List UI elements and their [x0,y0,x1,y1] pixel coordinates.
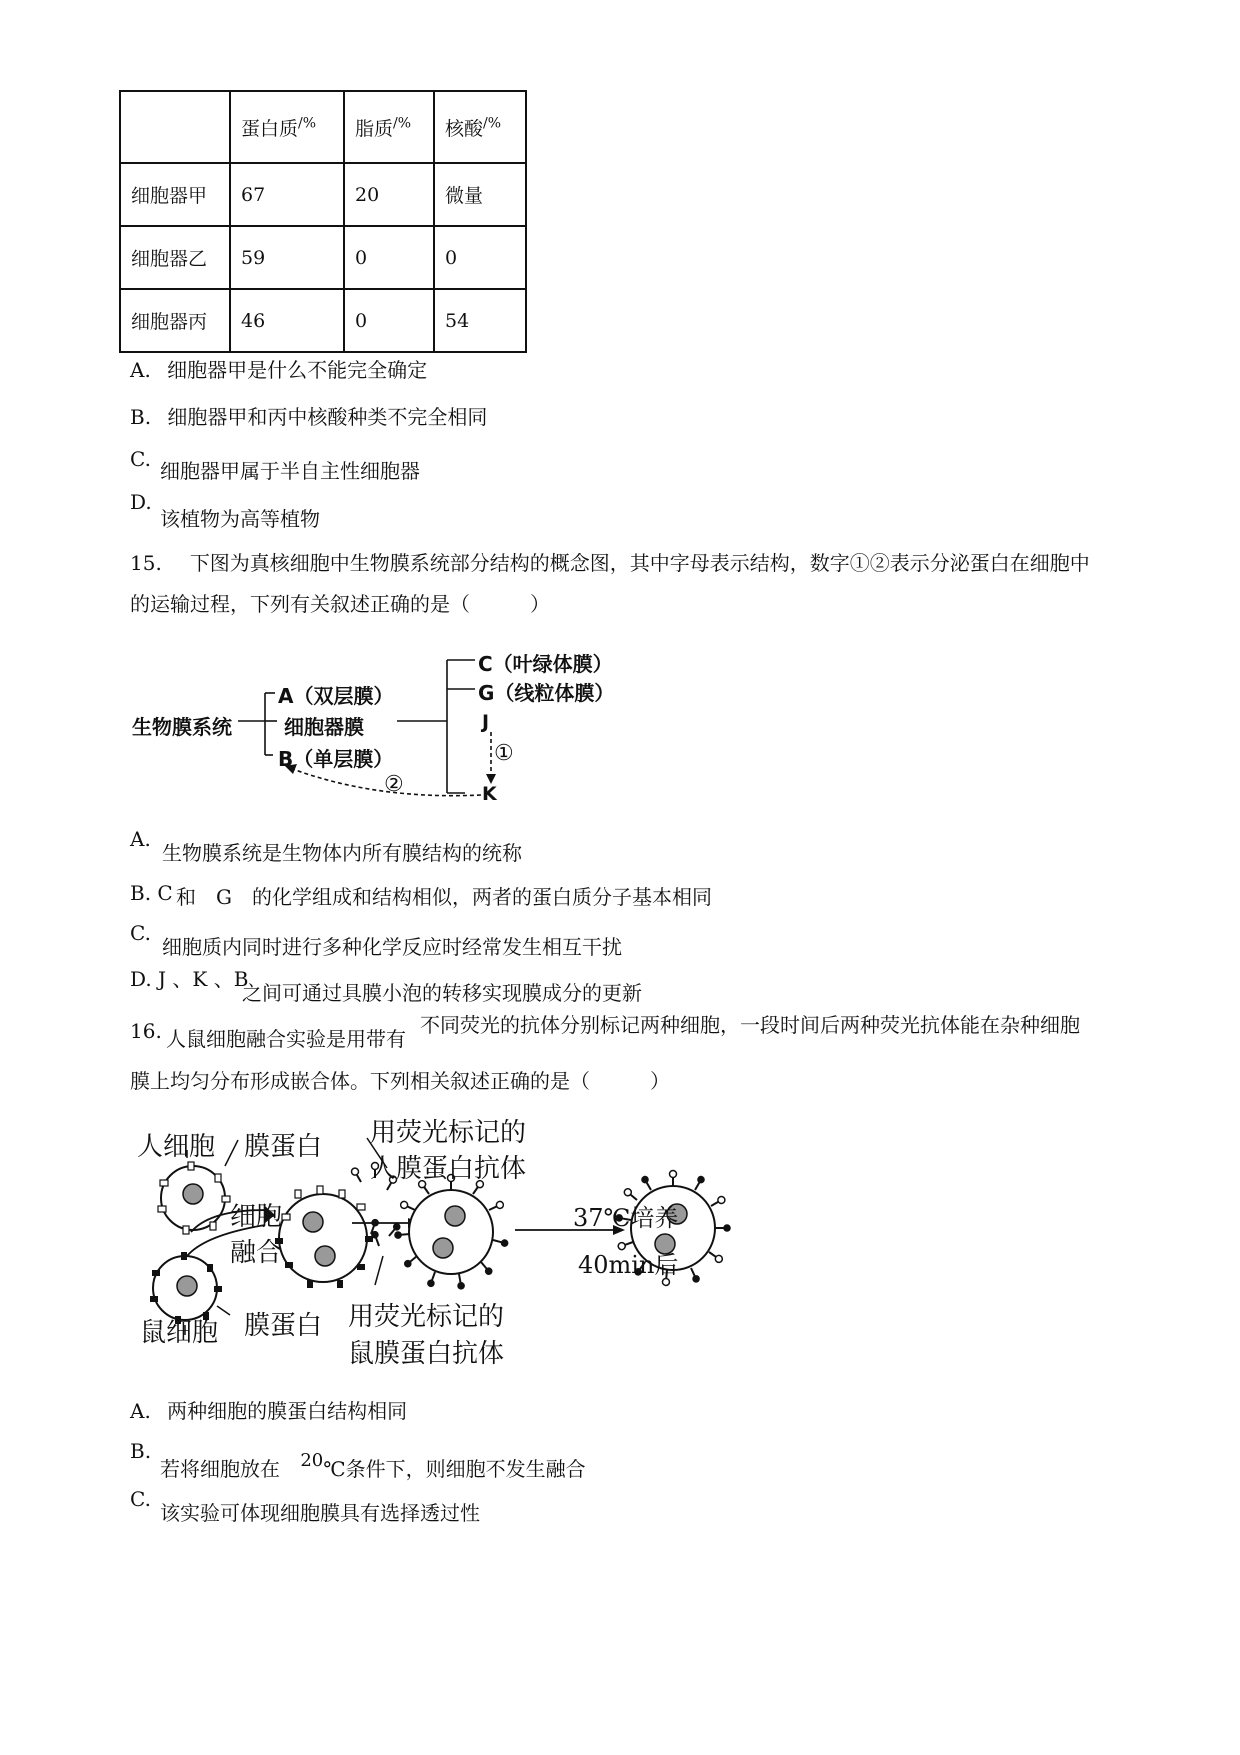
fused-cell [275,1186,373,1288]
label-culture-time: 40min后 [578,1251,679,1279]
q14-option-c-text[interactable]: 细胞器甲属于半自主性细胞器 [160,459,420,483]
q15-stem-line1: 15. 下图为真核细胞中生物膜系统部分结构的概念图，其中字母表示结构，数字①②表示分泌蛋白在细胞中 [130,551,1090,575]
label-culture-temp: 37℃培养 [573,1204,679,1232]
q15-option-c-text[interactable]: 细胞质内同时进行多种化学反应时经常发生相互干扰 [162,935,622,959]
q16-stem-line2: 膜上均匀分布形成嵌合体。下列相关叙述正确的是（ ） [130,1069,670,1093]
label-mouse-antibody-1: 用荧光标记的 [348,1302,505,1332]
q14-option-c-label: C. [130,447,151,471]
table-row [120,163,526,226]
table-cell: 0 [344,289,434,352]
q16-stem-part1: 人鼠细胞融合实验是用带有 [166,1027,406,1051]
table-cell: 0 [344,226,434,289]
table-header-cell: 蛋白质/% [230,91,344,163]
q15-stem-line2: 的运输过程，下列有关叙述正确的是（ ） [130,592,550,616]
table-cell: 59 [230,226,344,289]
label-fusion-2: 融合 [230,1238,283,1268]
q15-option-d-label: D. J 、K 、B [130,967,249,991]
q15-option-a-label: A. [130,827,151,851]
diagram-step-1: ① [494,741,514,766]
diagram-node-g: G（线粒体膜） [478,681,615,705]
table-cell: 0 [434,226,526,289]
label-membrane-protein-bottom: 膜蛋白 [244,1311,323,1341]
diagram-node-c: C（叶绿体膜） [478,652,613,676]
label-fusion-1: 细胞 [230,1202,283,1232]
table-header-cell: 核酸/% [434,91,526,163]
diagram-step-2: ② [384,772,404,797]
q16-option-c-text[interactable]: 该实验可体现细胞膜具有选择透过性 [160,1501,480,1525]
diagram-node-k: K [482,783,497,805]
q16-number: 16. [130,1019,162,1043]
row-name: 细胞器丙 [120,289,230,352]
q15-option-b-text[interactable]: 和 G 的化学组成和结构相似，两者的蛋白质分子基本相同 [176,885,712,909]
label-membrane-protein-top: 膜蛋白 [244,1132,323,1162]
composition-table [119,90,527,353]
q14-option-d-text[interactable]: 该植物为高等植物 [160,507,320,531]
human-cell [158,1162,230,1234]
label-human-cell: 人细胞 [137,1132,216,1162]
q15-option-d-text[interactable]: 之间可通过具膜小泡的转移实现膜成分的更新 [242,981,642,1005]
label-human-antibody-1: 用荧光标记的 [370,1118,527,1148]
q16-option-a[interactable]: A. 两种细胞的膜蛋白结构相同 [130,1399,408,1423]
q16-stem-part2: 不同荧光的抗体分别标记两种细胞，一段时间后两种荧光抗体能在杂种细胞 [420,1013,1080,1037]
table-cell: 20 [344,163,434,226]
q14-option-b[interactable]: B. 细胞器甲和丙中核酸种类不完全相同 [130,405,488,429]
row-name: 细胞器甲 [120,163,230,226]
table-cell: 46 [230,289,344,352]
table-cell: 67 [230,163,344,226]
diagram-root: 生物膜系统 [132,715,232,739]
table-cell: 微量 [434,163,526,226]
q16-option-b-label: B. [130,1439,152,1463]
q14-option-d-label: D. [130,490,152,514]
q15-option-c-label: C. [130,921,151,945]
label-human-antibody-2: 人膜蛋白抗体 [370,1154,527,1184]
label-mouse-cell: 鼠细胞 [140,1318,219,1348]
diagram-node-b: B（单层膜） [278,747,394,771]
q14-option-a[interactable]: A. 细胞器甲是什么不能完全确定 [130,358,428,382]
table-row [120,226,526,289]
q16-option-b-text[interactable]: 若将细胞放在 20℃条件下，则细胞不发生融合 [160,1450,586,1481]
diagram-node-a: A（双层膜） [278,684,394,708]
q16-option-c-label: C. [130,1487,151,1511]
labeled-fused-cell [394,1175,509,1291]
label-mouse-antibody-2: 鼠膜蛋白抗体 [348,1339,505,1369]
table-cell: 54 [434,289,526,352]
diagram-node-j: J [482,711,490,733]
q15-option-b-label: B. C [130,881,173,905]
diagram-organelle-membrane: 细胞器膜 [284,715,364,739]
row-name: 细胞器乙 [120,226,230,289]
table-header-cell: 脂质/% [344,91,434,163]
table-row [120,289,526,352]
q15-option-a-text[interactable]: 生物膜系统是生物体内所有膜结构的统称 [162,841,522,865]
table-header-empty [120,91,230,163]
